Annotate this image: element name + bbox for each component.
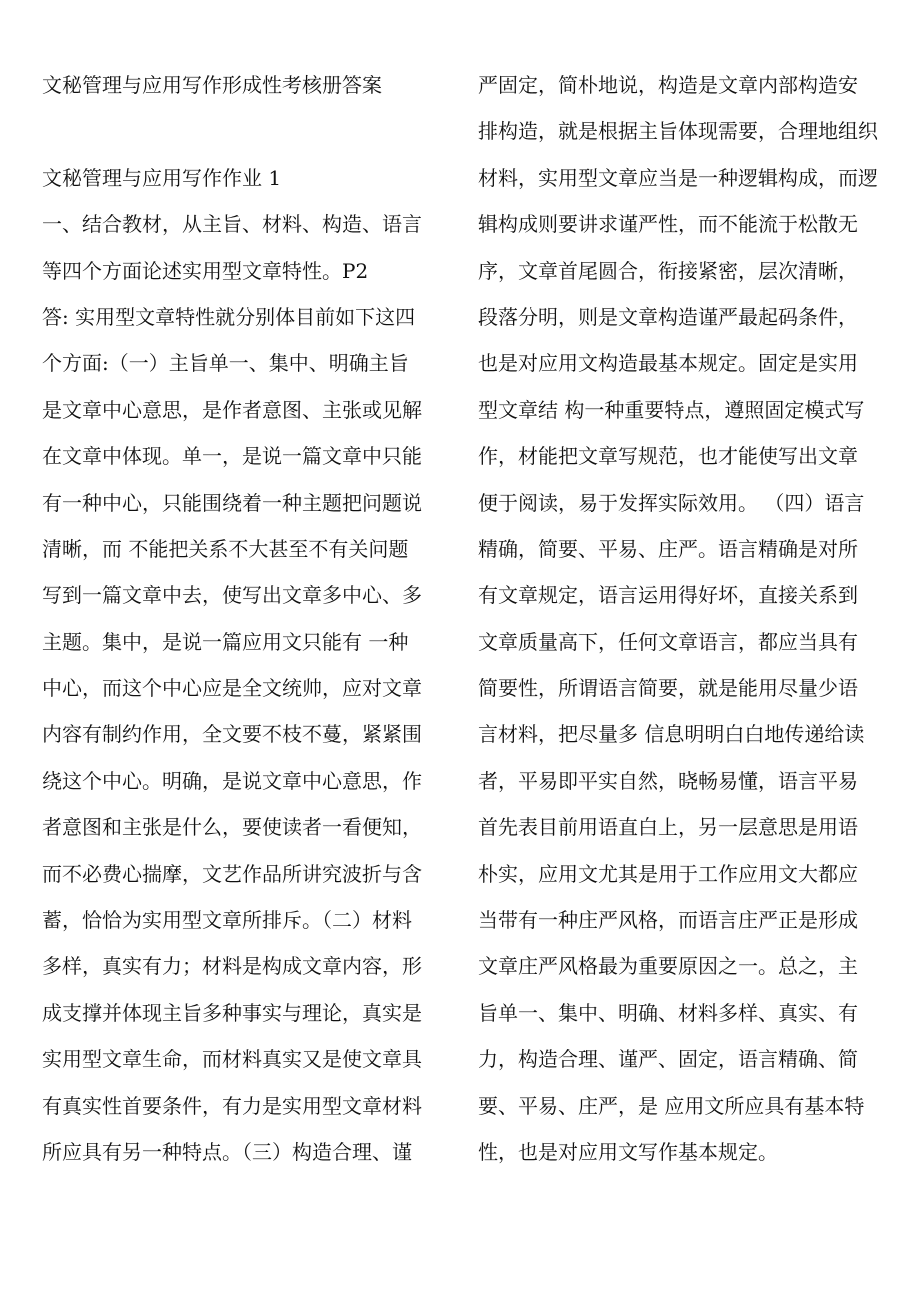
text-line: 是文章中心意思，是作者意图、主张或见解 <box>42 397 422 422</box>
text-line: 排构造，就是根据主旨体现需要，合理地组织 <box>478 119 878 144</box>
text-line: 有文章规定，语言运用得好坏，直接关系到 <box>478 583 858 608</box>
text-line: 型文章结 构一种重要特点，遵照固定模式写 <box>478 397 865 422</box>
text-line: 材料，实用型文章应当是一种逻辑构成，而逻 <box>478 165 878 190</box>
text-line: 旨单一、集中、明确、材料多样、真实、有 <box>478 1000 858 1025</box>
text-line: 首先表目前用语直白上，另一层意思是用语 <box>478 815 858 840</box>
text-line: 段落分明，则是文章构造谨严最起码条件， <box>478 304 858 329</box>
text-line: 清晰，而 不能把关系不大甚至不有关问题 <box>42 536 409 561</box>
text-line: 绕这个中心。明确，是说文章中心意思，作 <box>42 768 422 793</box>
text-line: 主题。集中，是说一篇应用文只能有 一种 <box>42 629 409 654</box>
text-line: 性，也是对应用文写作基本规定。 <box>478 1139 778 1164</box>
text-line: 严固定，简朴地说，构造是文章内部构造安 <box>478 73 858 97</box>
text-line: 写到一篇文章中去，使写出文章多中心、多 <box>42 583 422 608</box>
text-line: 者，平易即平实自然，晓畅易懂，语言平易 <box>478 768 858 793</box>
text-line: 答: 实用型文章特性就分别体目前如下这四 <box>42 304 416 329</box>
text-line: 朴实，应用文尤其是用于工作应用文大都应 <box>478 861 858 886</box>
text-line: 要、平易、庄严，是 应用文所应具有基本特 <box>478 1093 865 1118</box>
answer-text-left <box>42 201 444 1175</box>
text-line: 蓄，恰恰为实用型文章所排斥。（二）材料 <box>42 908 412 933</box>
text-line: 所应具有另一种特点。（三）构造合理、谨 <box>42 1139 412 1164</box>
text-line: 内容有制约作用，全文要不枝不蔓，紧紧围 <box>42 722 422 747</box>
text-line: 简要性，所谓语言简要，就是能用尽量少语 <box>478 676 858 701</box>
left-column <box>42 62 444 1175</box>
text-line: 文章质量高下，任何文章语言，都应当具有 <box>478 629 858 654</box>
text-line: 一、结合教材，从主旨、材料、构造、语言 <box>42 212 422 237</box>
document-title: 文秘管理与应用写作形成性考核册答案 <box>42 73 382 97</box>
text-line: 有真实性首要条件，有力是实用型文章材料 <box>42 1093 422 1118</box>
text-line: 也是对应用文构造最基本规定。固定是实用 <box>478 351 858 376</box>
text-line: 个方面:（一）主旨单一、集中、明确主旨 <box>42 351 409 376</box>
right-column <box>478 62 880 1175</box>
text-line: 而不必费心揣摩，文艺作品所讲究波折与含 <box>42 861 422 886</box>
text-line: 中心，而这个中心应是全文统帅，应对文章 <box>42 676 422 701</box>
text-line: 有一种中心，只能围绕着一种主题把问题说 <box>42 490 422 515</box>
text-line: 在文章中体现。单一，是说一篇文章中只能 <box>42 444 422 469</box>
assignment-heading: 文秘管理与应用写作作业 1 <box>42 165 282 190</box>
text-line: 辑构成则要讲求谨严性，而不能流于松散无 <box>478 212 858 237</box>
text-line: 文章庄严风格最为重要原因之一。总之，主 <box>478 954 858 979</box>
text-line: 当带有一种庄严风格，而语言庄严正是形成 <box>478 908 858 933</box>
text-line: 序，文章首尾圆合，衔接紧密，层次清晰， <box>478 258 858 283</box>
text-line: 便于阅读，易于发挥实际效用。 （四）语言 <box>478 490 865 515</box>
text-line: 成支撑并体现主旨多种事实与理论，真实是 <box>42 1000 422 1025</box>
text-line: 精确，简要、平易、庄严。语言精确是对所 <box>478 536 858 561</box>
text-line: 者意图和主张是什么，要使读者一看便知， <box>42 815 422 840</box>
text-line: 力，构造合理、谨严、固定，语言精确、简 <box>478 1047 858 1072</box>
answer-text-right <box>478 62 880 1175</box>
text-line: 言材料，把尽量多 信息明明白白地传递给读 <box>478 722 865 747</box>
text-line: 实用型文章生命，而材料真实又是使文章具 <box>42 1047 422 1072</box>
text-line: 多样，真实有力；材料是构成文章内容，形 <box>42 954 422 979</box>
text-line: 等四个方面论述实用型文章特性。P2 <box>42 258 369 283</box>
spacer <box>42 108 444 154</box>
text-line: 作，材能把文章写规范，也才能使写出文章 <box>478 444 858 469</box>
